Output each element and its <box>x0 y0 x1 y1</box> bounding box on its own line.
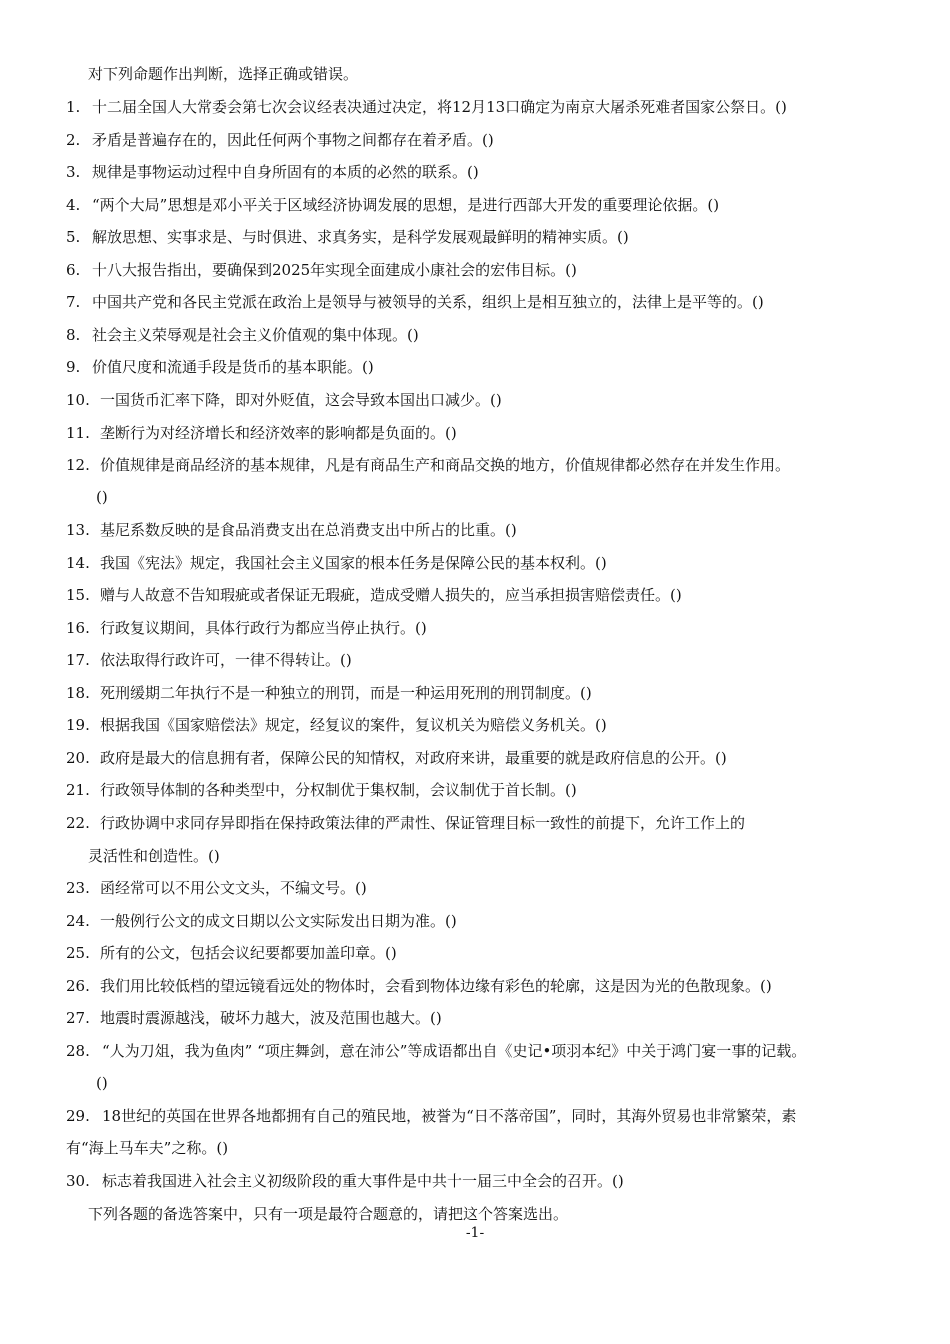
question-text: 一般例行公文的成文日期以公文实际发出日期为准。() <box>100 912 457 930</box>
question-text: 中国共产党和各民主党派在政治上是领导与被领导的关系，组织上是相互独立的，法律上是平等的。() <box>92 293 764 311</box>
question-number: 9. <box>66 358 81 376</box>
question-text: “两个大局”思想是邓小平关于区域经济协调发展的思想，是进行西部大开发的重要理论依据。() <box>92 196 720 214</box>
question-text: 一国货币汇率下降，即对外贬值，这会导致本国出口减少。() <box>100 391 502 409</box>
question-text: 垄断行为对经济增长和经济效率的影响都是负面的。() <box>100 424 457 442</box>
question-number: 25. <box>66 944 90 962</box>
question-text: 十二届全国人大常委会第七次会议经表决通过决定，将12月13口确定为南京大屠杀死难者国家公祭日。() <box>92 98 787 116</box>
question-text: 标志着我国进入社会主义初级阶段的重大事件是中共十一届三中全会的召开。() <box>102 1172 624 1190</box>
question-number: 24. <box>66 912 90 930</box>
question-number: 13. <box>66 521 90 539</box>
question-text: 依法取得行政许可，一律不得转让。() <box>100 651 352 669</box>
question-number: 8. <box>66 326 81 344</box>
question-text: 十八大报告指出，要确保到2025年实现全面建成小康社会的宏伟目标。() <box>92 261 577 279</box>
question-number: 4. <box>66 196 81 214</box>
question-29-continuation: 有“海上马车夫”之称。() <box>66 1139 229 1157</box>
question-number: 3. <box>66 163 81 181</box>
question-text: 解放思想、实事求是、与时俱进、求真务实，是科学发展观最鲜明的精神实质。() <box>92 228 629 246</box>
question-text: 所有的公文，包括会议纪要都要加盖印章。() <box>100 944 397 962</box>
question-number: 30. <box>66 1172 90 1190</box>
question-number: 19. <box>66 716 90 734</box>
question-text: 基尼系数反映的是食品消费支出在总消费支出中所占的比重。() <box>100 521 517 539</box>
question-text: “人为刀俎，我为鱼肉” “项庄舞剑，意在沛公”等成语都出自《史记•项羽本纪》中关于鸿门宴一事的记载。 <box>102 1042 807 1060</box>
question-number: 5. <box>66 228 81 246</box>
question-number: 1. <box>66 98 81 116</box>
question-text: 我国《宪法》规定，我国社会主义国家的根本任务是保障公民的基本权利。() <box>100 554 607 572</box>
question-text: 根据我国《国家赔偿法》规定，经复议的案件，复议机关为赔偿义务机关。() <box>100 716 607 734</box>
section2-instruction: 下列各题的备选答案中，只有一项是最符合题意的，请把这个答案选出。 <box>88 1205 569 1223</box>
question-number: 2. <box>66 131 81 149</box>
question-number: 7. <box>66 293 81 311</box>
question-text: 矛盾是普遍存在的，因此任何两个事物之间都存在着矛盾。() <box>92 131 494 149</box>
question-text: 地震时震源越浅，破坏力越大，波及范围也越大。() <box>100 1009 442 1027</box>
question-number: 22. <box>66 814 90 832</box>
question-28-continuation: () <box>96 1074 108 1092</box>
question-number: 28. <box>66 1042 90 1060</box>
question-number: 29. <box>66 1107 90 1125</box>
question-number: 15. <box>66 586 90 604</box>
question-number: 18. <box>66 684 90 702</box>
question-number: 14. <box>66 554 90 572</box>
question-12-continuation: () <box>96 488 108 506</box>
question-text: 规律是事物运动过程中自身所固有的本质的必然的联系。() <box>92 163 479 181</box>
question-text: 18世纪的英国在世界各地都拥有自己的殖民地，被誉为“日不落帝国”，同时，其海外贸易也非常繁荣，素 <box>102 1107 797 1125</box>
question-text: 政府是最大的信息拥有者，保障公民的知情权，对政府来讲，最重要的就是政府信息的公开。() <box>100 749 727 767</box>
question-text: 函经常可以不用公文文头，不编文号。() <box>100 879 367 897</box>
question-number: 27. <box>66 1009 90 1027</box>
question-text: 行政领导体制的各种类型中，分权制优于集权制，会议制优于首长制。() <box>100 781 577 799</box>
page-number: -1- <box>465 1225 485 1241</box>
question-number: 20. <box>66 749 90 767</box>
question-text: 死刑缓期二年执行不是一种独立的刑罚，而是一种运用死刑的刑罚制度。() <box>100 684 592 702</box>
question-number: 11. <box>66 424 90 442</box>
question-text: 价值规律是商品经济的基本规律，凡是有商品生产和商品交换的地方，价值规律都必然存在并发生作用。 <box>100 456 791 474</box>
question-text: 行政协调中求同存异即指在保持政策法律的严肃性、保证管理目标一致性的前提下，允许工作上的 <box>100 814 746 832</box>
question-number: 10. <box>66 391 90 409</box>
question-number: 6. <box>66 261 81 279</box>
question-text: 社会主义荣辱观是社会主义价值观的集中体现。() <box>92 326 419 344</box>
question-number: 26. <box>66 977 90 995</box>
question-text: 行政复议期间，具体行政行为都应当停止执行。() <box>100 619 427 637</box>
question-number: 16. <box>66 619 90 637</box>
intro-instruction: 对下列命题作出判断，选择正确或错误。 <box>88 65 359 83</box>
question-number: 23. <box>66 879 90 897</box>
question-text: 我们用比较低档的望远镜看远处的物体时，会看到物体边缘有彩色的轮廓，这是因为光的色散现象。() <box>100 977 772 995</box>
question-text: 价值尺度和流通手段是货币的基本职能。() <box>92 358 374 376</box>
question-number: 12. <box>66 456 90 474</box>
question-number: 17. <box>66 651 90 669</box>
question-22-continuation: 灵活性和创造性。() <box>88 847 220 865</box>
question-number: 21. <box>66 781 90 799</box>
question-text: 赠与人故意不告知瑕疵或者保证无瑕疵，造成受赠人损失的，应当承担损害赔偿责任。() <box>100 586 682 604</box>
